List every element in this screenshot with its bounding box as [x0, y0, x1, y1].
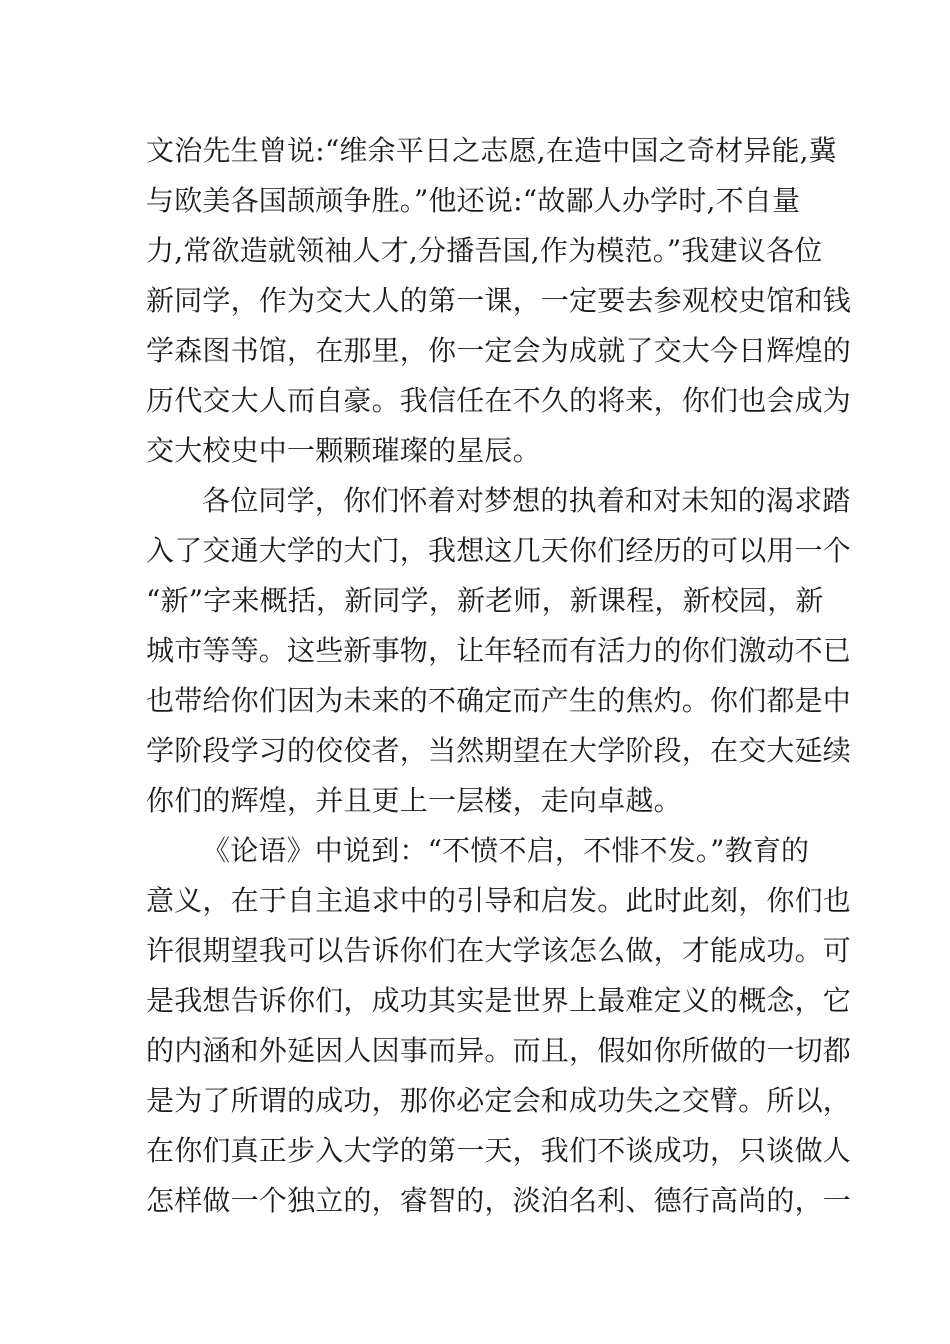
- text-line: 意义，在于自主追求中的引导和启发。此时此刻，你们也: [146, 884, 852, 917]
- text-line: “新”字来概括，新同学，新老师，新课程，新校园，新: [146, 584, 824, 617]
- text-line: 学森图书馆，在那里，你一定会为成就了交大今日辉煌的: [146, 334, 852, 367]
- body-text: [146, 126, 852, 1226]
- paragraph-start-line: 《论语》中说到：“不愤不启，不悱不发。”教育的: [202, 834, 810, 867]
- text-line: 交大校史中一颗颗璀璨的星辰。: [146, 434, 541, 467]
- text-line: 入了交通大学的大门，我想这几天你们经历的可以用一个: [146, 534, 852, 567]
- text-line: 在你们真正步入大学的第一天，我们不谈成功，只谈做人: [146, 1134, 852, 1167]
- text-line: 城市等等。这些新事物，让年轻而有活力的你们激动不已: [146, 634, 852, 667]
- text-line: 学阶段学习的佼佼者，当然期望在大学阶段，在交大延续: [146, 734, 852, 767]
- text-line: 力,常欲造就领袖人才,分播吾国,作为模范。”我建议各位: [146, 234, 823, 267]
- paragraph-start-line: 各位同学，你们怀着对梦想的执着和对未知的渴求踏: [202, 484, 851, 517]
- text-line: 是我想告诉你们，成功其实是世界上最难定义的概念，它: [146, 984, 852, 1017]
- text-line: 也带给你们因为未来的不确定而产生的焦灼。你们都是中: [146, 684, 852, 717]
- text-line: 历代交大人而自豪。我信任在不久的将来，你们也会成为: [146, 384, 852, 417]
- text-line: 许很期望我可以告诉你们在大学该怎么做，才能成功。可: [146, 934, 852, 967]
- text-line: 新同学，作为交大人的第一课，一定要去参观校史馆和钱: [146, 284, 852, 317]
- text-line: 你们的辉煌，并且更上一层楼，走向卓越。: [146, 784, 682, 817]
- text-line: 是为了所谓的成功，那你必定会和成功失之交臂。所以，: [146, 1084, 852, 1117]
- text-line: 怎样做一个独立的，睿智的，淡泊名利、德行高尚的，一: [146, 1184, 852, 1217]
- text-line: 与欧美各国颉颃争胜。”他还说:“故鄙人办学时,不自量: [146, 184, 801, 217]
- text-line: 的内涵和外延因人因事而异。而且，假如你所做的一切都: [146, 1034, 852, 1067]
- text-line: 文治先生曾说:“维余平日之志愿,在造中国之奇材异能,冀: [146, 134, 837, 167]
